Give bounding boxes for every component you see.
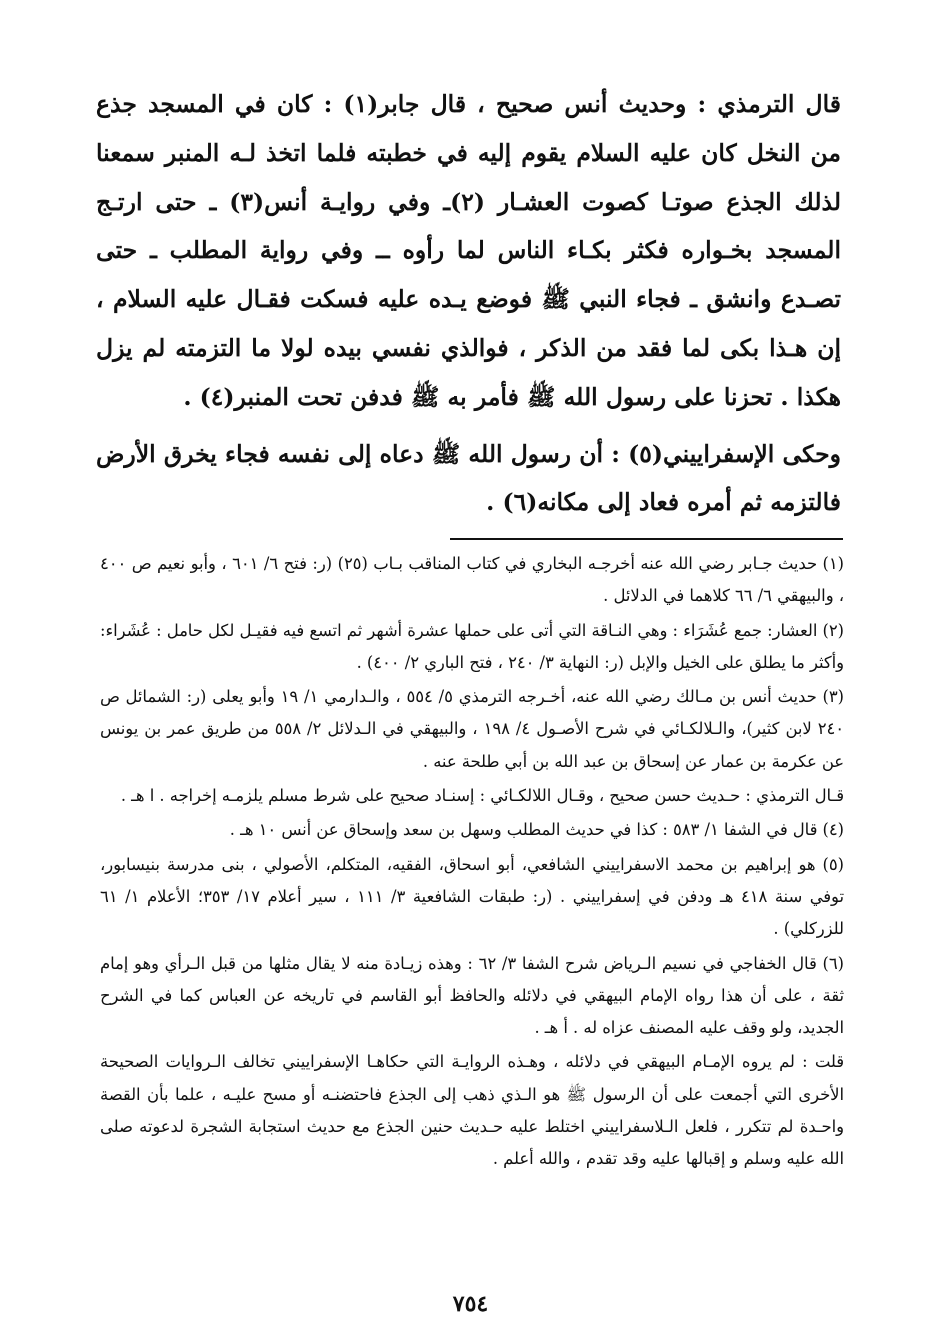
footnote: (٤) قال في الشفا ١/ ٥٨٣ : كذا في حديث المطلب وسهل بن سعد وإسحاق عن أنس ١٠ هـ .: [229, 820, 844, 840]
footnote: (٥) هو إبراهيم بن محمد الاسفراييني الشافعي، أبو اسحاق، الفقيه، المتكلم، الأصولي ، بنى مدرسة بنيسابور، توفي سنة ٤١٨ هـ ودفن في إسفراييني . (ر: طبقات الشافعية ٣/ ١١١ ، سير أعلام ١٧/ ٣٥٣؛ الأعلام ١/ ٦١ للزركلي) .: [100, 854, 844, 939]
footnotes-block: [100, 548, 844, 1178]
footnote-continuation: قلت : لم يروه الإمـام البيهقي في دلائله ، وهـذه الروايـة التي حكاهـا الإسفراييني تخالف الـروايات الصحيحة الأخرى التي أجمعت على أن الرسول ﷺ هو الـذي ذهب إلى الجذع فاحتضنـه أو مسح عليـه ، علما بأن القصة واحـدة لم تتكرر ، فلعل الـلاسفراييني اختلط عليه حـديث حنين الجذع مع حديث استجابة الشجرة لدعوته صلى الله عليه وسلم و إقبالها عليه وقد تقدم ، والله أعلم .: [100, 1052, 844, 1169]
footnote-continuation: قـال الترمذي : حـديث حسن صحيح ، وقـال اللالكـائي : إسنـاد صحيح على شرط مسلم يلزمـه إخراجه . ا هـ .: [120, 786, 844, 806]
main-text-block: [96, 80, 841, 527]
page-number: ٧٥٤: [452, 1291, 489, 1317]
footnote: (٣) حديث أنس بن مـالك رضي الله عنه، أخـرجه الترمذي ٥/ ٥٥٤ ، والـدارمي ١/ ١٩ وأبو يعلى (ر: الشمائل ص ٢٤٠ لابن كثير)، والـلالكـائي في شرح الأصـول ٤/ ١٩٨ ، والبيهقي في الـدلائل ٢/ ٥٥٨ من طريق عمر بن يونس عن عكرمة بن عمار عن إسحاق بن عبد الله بن أبي طلحة عنه .: [100, 687, 844, 771]
footnote: (١) حديث جـابر رضي الله عنه أخرجـه البخاري في كتاب المناقب بـاب (٢٥) (ر: فتح ٦/ ٦٠١ ، وأبو نعيم ص ٤٠٠ ، والبيهقي ٦/ ٦٦ كلاهما في الدلائل .: [100, 554, 844, 606]
footnote: (٢) العشار: جمع عُشَرَاء : وهي النـاقة التي أتى على حملها عشرة أشهر ثم اتسع فيه فقيـل لكل حامل : عُشَراء: وأكثر ما يطلق على الخيل والإبل (ر: النهاية ٣/ ٢٤٠ ، فتح الباري ٢/ ٤٠٠) .: [100, 620, 844, 672]
main-paragraph: وحكى الإسفراييني(٥) : أن رسول الله ﷺ دعاه إلى نفسه فجاء يخرق الأرض فالتزمه ثم أمره فعاد إلى مكانه(٦) .: [96, 439, 841, 517]
footnote-separator: [450, 538, 843, 540]
main-paragraph: قال الترمذي : وحديث أنس صحيح ، قال جابر(١) : كان في المسجد جذع من النخل كان عليه السلام يقوم إليه في خطبته فلما اتخذ لـه المنبر سمعنا لذلك الجذع صوتـا كصوت العشـار (٢)ـ وفي روايـة أنس(٣) ـ حتى ارتـج المسجد بخـواره فكثر بكـاء الناس لما رأوه ــ وفي رواية المطلب ـ حتى تصـدع وانشق ـ فجاء النبي ﷺ فوضع يـده عليه فسكت فقـال عليه السلام ، إن هـذا بكى لما فقد من الذكر ، فوالذي نفسي بيده لولا ما التزمته لم يزل هكذا . تحزنا على رسول الله ﷺ فأمر به ﷺ فدفن تحت المنبر(٤) .: [96, 90, 842, 411]
footnote: (٦) قال الخفاجي في نسيم الـرياض شرح الشفا ٣/ ٦٢ : وهذه زيـادة منه لا يقال مثلها من قبل الـرأي وهو إمام ثقة ، على أن هذا رواه الإمام البيهقي في دلائله والحافظ أبو القاسم في تاريخه عن العباس كما في الشرح الجديد، ولو وقف عليه المصنف عزاه له . أ هـ .: [100, 953, 844, 1038]
